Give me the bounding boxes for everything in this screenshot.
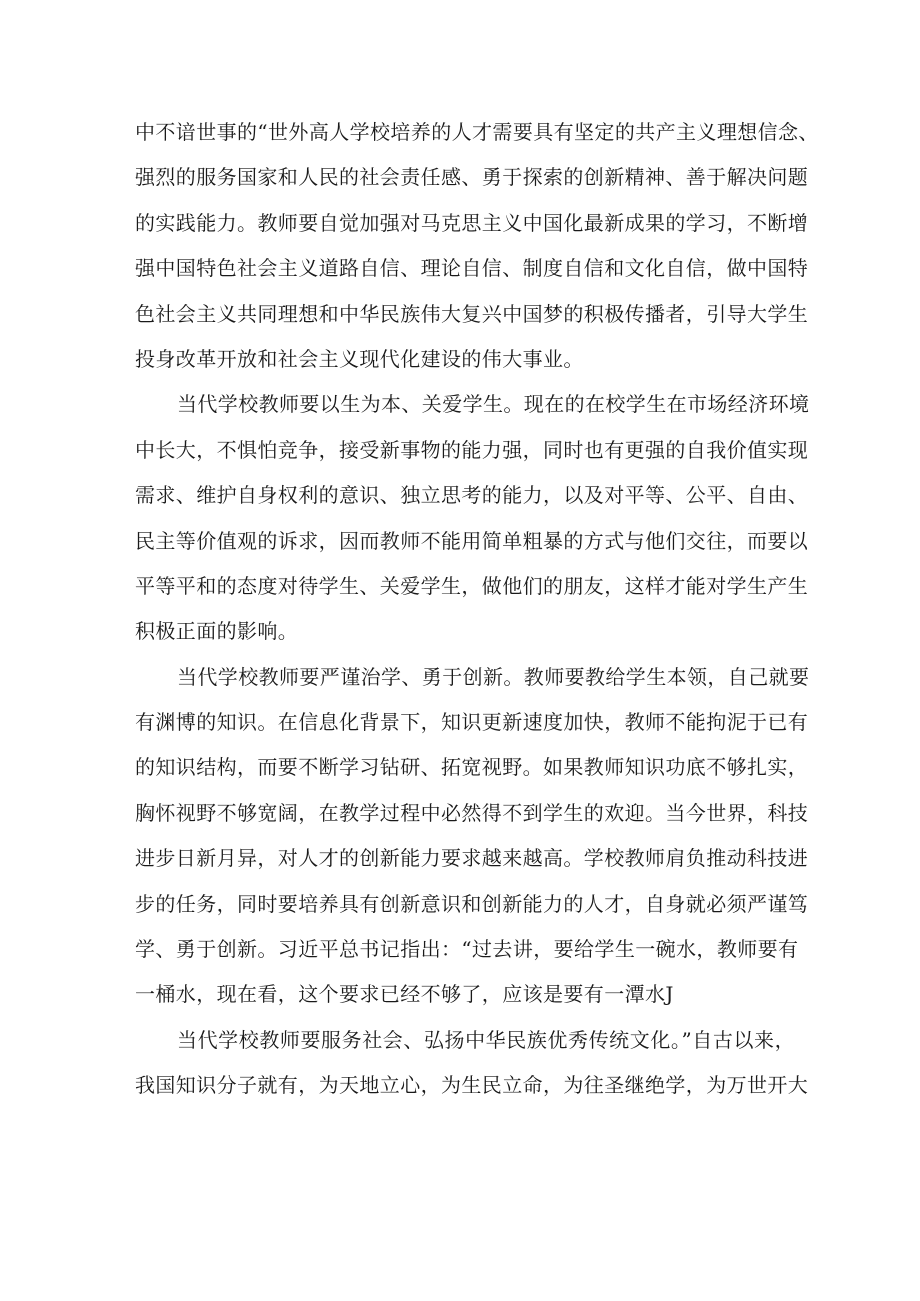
paragraph-line: 我国知识分子就有，为天地立心，为生民立命，为往圣继绝学，为万世开大 xyxy=(135,1073,809,1098)
paragraph-line: 步的任务，同时要培养具有创新意识和创新能力的人才，自身就必须严谨笃 xyxy=(135,891,809,916)
paragraph-line: 强中国特色社会主义道路自信、理论自信、制度自信和文化自信，做中国特 xyxy=(135,256,809,281)
paragraph-line: 需求、维护自身权利的意识、独立思考的能力，以及对平等、公平、自由、 xyxy=(135,483,809,508)
paragraph-4 xyxy=(135,1018,809,1109)
paragraph-line: 色社会主义共同理想和中华民族伟大复兴中国梦的积极传播者，引导大学生 xyxy=(135,301,809,326)
paragraph-line: 平等平和的态度对待学生、关爱学生，做他们的朋友，这样才能对学生产生 xyxy=(135,573,809,598)
paragraph-line: 一桶水，现在看，这个要求已经不够了，应该是要有一潭水J xyxy=(135,982,674,1007)
paragraph-line: 民主等价值观的诉求，因而教师不能用简单粗暴的方式与他们交往，而要以 xyxy=(135,528,809,553)
paragraph-line: 的实践能力。教师要自觉加强对马克思主义中国化最新成果的学习，不断增 xyxy=(135,210,809,235)
paragraph-line: 进步日新月异，对人才的创新能力要求越来越高。学校教师肩负推动科技进 xyxy=(135,846,809,871)
paragraph-1 xyxy=(135,110,819,382)
paragraph-line: 当代学校教师要以生为本、关爱学生。现在的在校学生在市场经济环境 xyxy=(177,392,810,417)
document-page xyxy=(135,110,819,1109)
paragraph-line: 投身改革开放和社会主义现代化建设的伟大事业。 xyxy=(135,346,584,371)
paragraph-3 xyxy=(135,655,810,1018)
paragraph-line: 当代学校教师要服务社会、弘扬中华民族优秀传统文化。”自古以来， xyxy=(177,1027,795,1052)
paragraph-line: 中不谙世事的“世外高人学校培养的人才需要具有坚定的共产主义理想信念、 xyxy=(135,120,819,144)
paragraph-line: 有渊博的知识。在信息化背景下，知识更新速度加快，教师不能拘泥于已有 xyxy=(135,710,809,735)
paragraph-2 xyxy=(135,382,810,654)
paragraph-line: 积极正面的影响。 xyxy=(135,619,299,644)
paragraph-line: 的知识结构，而要不断学习钻研、拓宽视野。如果教师知识功底不够扎实， xyxy=(135,755,809,780)
paragraph-line: 胸怀视野不够宽阔，在教学过程中必然得不到学生的欢迎。当今世界，科技 xyxy=(135,800,809,825)
paragraph-line: 当代学校教师要严谨治学、勇于创新。教师要教给学生本领，自己就要 xyxy=(177,664,810,689)
paragraph-line: 强烈的服务国家和人民的社会责任感、勇于探索的创新精神、善于解决问题 xyxy=(135,165,809,190)
paragraph-line: 学、勇于创新。习近平总书记指出：“过去讲，要给学生一碗水，教师要有 xyxy=(135,937,799,962)
paragraph-line: 中长大，不惧怕竞争，接受新事物的能力强，同时也有更强的自我价值实现 xyxy=(135,437,809,462)
